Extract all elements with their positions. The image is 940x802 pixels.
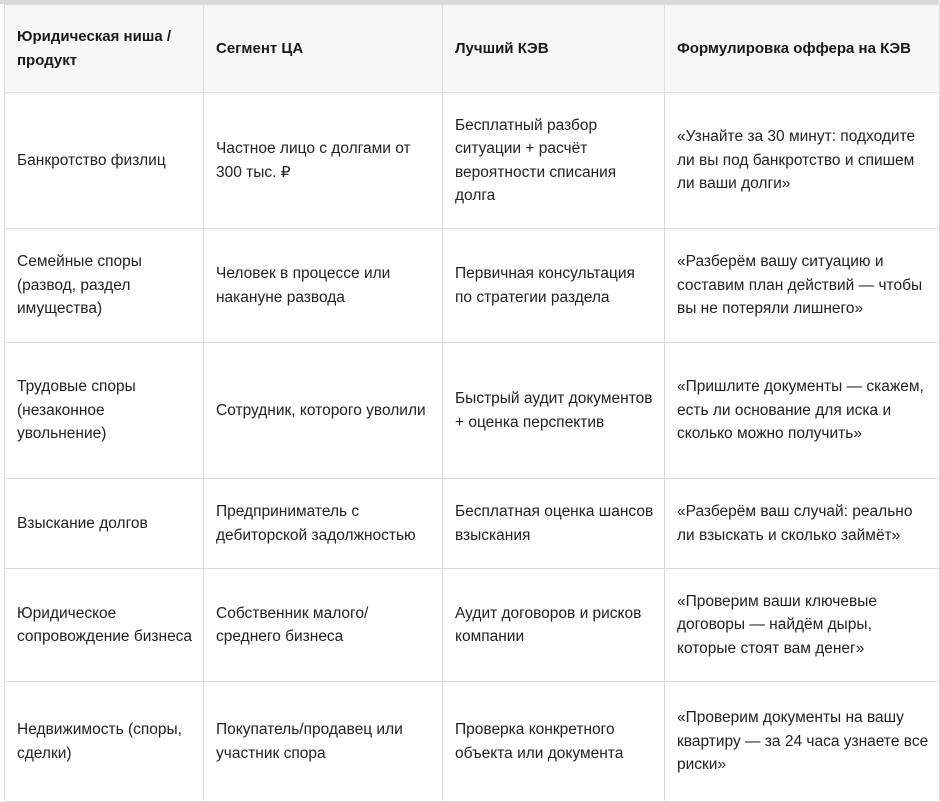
table-row (5, 343, 940, 479)
table-row (5, 682, 940, 802)
table-row (5, 479, 940, 569)
cell-kev: Бесплатный разбор ситуации + расчёт вероятности списания долга (443, 93, 665, 229)
header-row (5, 5, 940, 93)
cell-offer: «Узнайте за 30 минут: подходите ли вы под банкротство и спишем ли ваши долги» (665, 93, 940, 229)
cell-niche: Банкротство физлиц (5, 93, 204, 229)
offers-table (4, 4, 940, 802)
cell-segment: Сотрудник, которого уволили (204, 343, 443, 479)
cell-niche: Взыскание долгов (5, 479, 204, 569)
cell-segment: Предприниматель с дебиторской задолжностью (204, 479, 443, 569)
cell-niche: Трудовые споры (незаконное увольнение) (5, 343, 204, 479)
cell-offer: «Разберём ваш случай: реально ли взыскать и сколько займёт» (665, 479, 940, 569)
table-row (5, 93, 940, 229)
header-segment: Сегмент ЦА (204, 5, 443, 93)
table-row (5, 569, 940, 682)
table-row (5, 229, 940, 343)
cell-kev: Первичная консультация по стратегии раздела (443, 229, 665, 343)
header-best-kev: Лучший КЭВ (443, 5, 665, 93)
cell-kev: Быстрый аудит документов + оценка перспектив (443, 343, 665, 479)
header-offer: Формулировка оффера на КЭВ (665, 5, 940, 93)
cell-offer: «Пришлите документы — скажем, есть ли основание для иска и сколько можно получить» (665, 343, 940, 479)
header-niche: Юридическая ниша / продукт (5, 5, 204, 93)
table-header (5, 5, 940, 93)
cell-kev: Проверка конкретного объекта или документа (443, 682, 665, 802)
cell-niche: Юридическое сопровождение бизнеса (5, 569, 204, 682)
cell-offer: «Проверим документы на вашу квартиру — за 24 часа узнаете все риски» (665, 682, 940, 802)
cell-niche: Семейные споры (развод, раздел имущества) (5, 229, 204, 343)
cell-kev: Бесплатная оценка шансов взыскания (443, 479, 665, 569)
cell-segment: Собственник малого/среднего бизнеса (204, 569, 443, 682)
table-body (5, 93, 940, 802)
cell-kev: Аудит договоров и рисков компании (443, 569, 665, 682)
cell-segment: Частное лицо с долгами от 300 тыс. ₽ (204, 93, 443, 229)
cell-offer: «Разберём вашу ситуацию и составим план действий — чтобы вы не потеряли лишнего» (665, 229, 940, 343)
cell-niche: Недвижимость (споры, сделки) (5, 682, 204, 802)
cell-segment: Человек в процессе или накануне развода (204, 229, 443, 343)
cell-offer: «Проверим ваши ключевые договоры — найдём дыры, которые стоят вам денег» (665, 569, 940, 682)
cell-segment: Покупатель/продавец или участник спора (204, 682, 443, 802)
